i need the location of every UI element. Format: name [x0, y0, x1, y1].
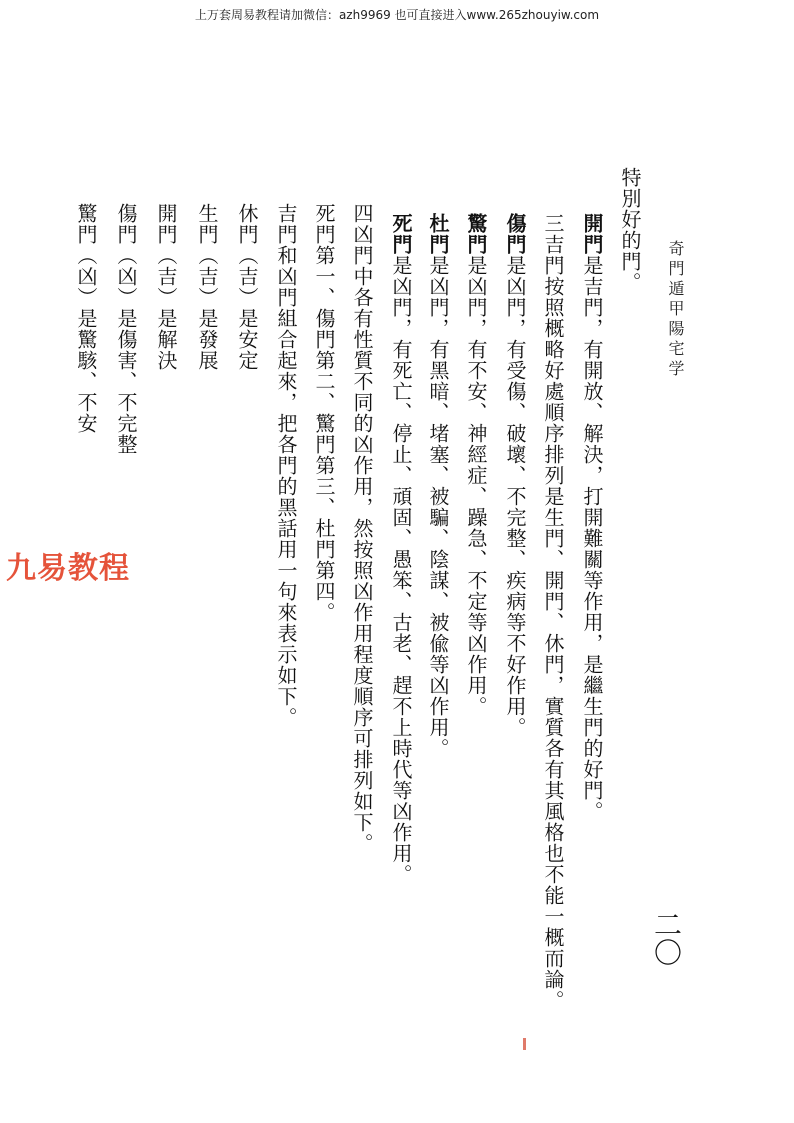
column-text: 是凶門，有受傷、破壞、不完整、疾病等不好作用。 — [503, 255, 527, 738]
text-column-11 — [237, 203, 257, 371]
column-text: 是凶門，有黑暗、堵塞、被騙、陰謀、被偸等凶作用。 — [426, 255, 450, 759]
gate-name-bold: 杜門 — [426, 213, 450, 255]
column-text: 吉門和凶門組合起來，把各門的黑話用一句來表示如下。 — [274, 203, 298, 728]
text-column-15 — [76, 203, 96, 434]
top-banner: 上万套周易教程请加微信：azh9969 也可直接进入www.265zhouyiw.com — [194, 8, 600, 22]
column-text: 特別好的門。 — [618, 167, 642, 293]
column-text: 生門（吉）是發展 — [195, 203, 219, 371]
column-text: 死門第一、傷門第二、驚門第三、杜門第四。 — [312, 203, 336, 623]
column-text: 傷門（凶）是傷害、不完整 — [114, 203, 138, 455]
text-column-2 — [582, 213, 602, 822]
text-column-3 — [543, 213, 563, 1011]
text-column-7 — [391, 213, 411, 885]
text-column-6 — [428, 213, 448, 759]
red-mark — [523, 1038, 526, 1050]
gate-name-bold: 傷門 — [503, 213, 527, 255]
text-column-12 — [197, 203, 217, 371]
page-number: 二〇 — [650, 910, 683, 966]
gate-name-bold: 驚門 — [464, 213, 488, 255]
text-column-10 — [276, 203, 296, 728]
text-column-13 — [156, 203, 176, 371]
text-column-4 — [505, 213, 525, 738]
running-header: 奇門遁甲陽宅学 — [666, 240, 685, 380]
column-text: 驚門（凶）是驚駭、不安 — [74, 203, 98, 434]
text-column-1 — [620, 167, 640, 293]
column-text: 開門（吉）是解決 — [154, 203, 178, 371]
column-text: 是吉門，有開放、解決，打開難關等作用，是繼生門的好門。 — [580, 255, 604, 822]
watermark-logo: 九易教程 — [6, 551, 130, 586]
column-text: 三吉門按照概略好處順序排列是生門、開門、休門，實質各有其風格也不能一概而論。 — [541, 213, 565, 1011]
column-text: 是凶門，有不安、神經症、躁急、不定等凶作用。 — [464, 255, 488, 717]
text-column-14 — [116, 203, 136, 455]
text-column-5 — [466, 213, 486, 717]
column-text: 四凶門中各有性質不同的凶作用，然按照凶作用程度順序可排列如下。 — [350, 203, 374, 854]
gate-name-bold: 死門 — [389, 213, 413, 255]
gate-name-bold: 開門 — [580, 213, 604, 255]
column-text: 是凶門，有死亡、停止、頑固、愚笨、古老、趕不上時代等凶作用。 — [389, 255, 413, 885]
text-column-8 — [352, 203, 372, 854]
text-column-9 — [314, 203, 334, 623]
column-text: 休門（吉）是安定 — [235, 203, 259, 371]
